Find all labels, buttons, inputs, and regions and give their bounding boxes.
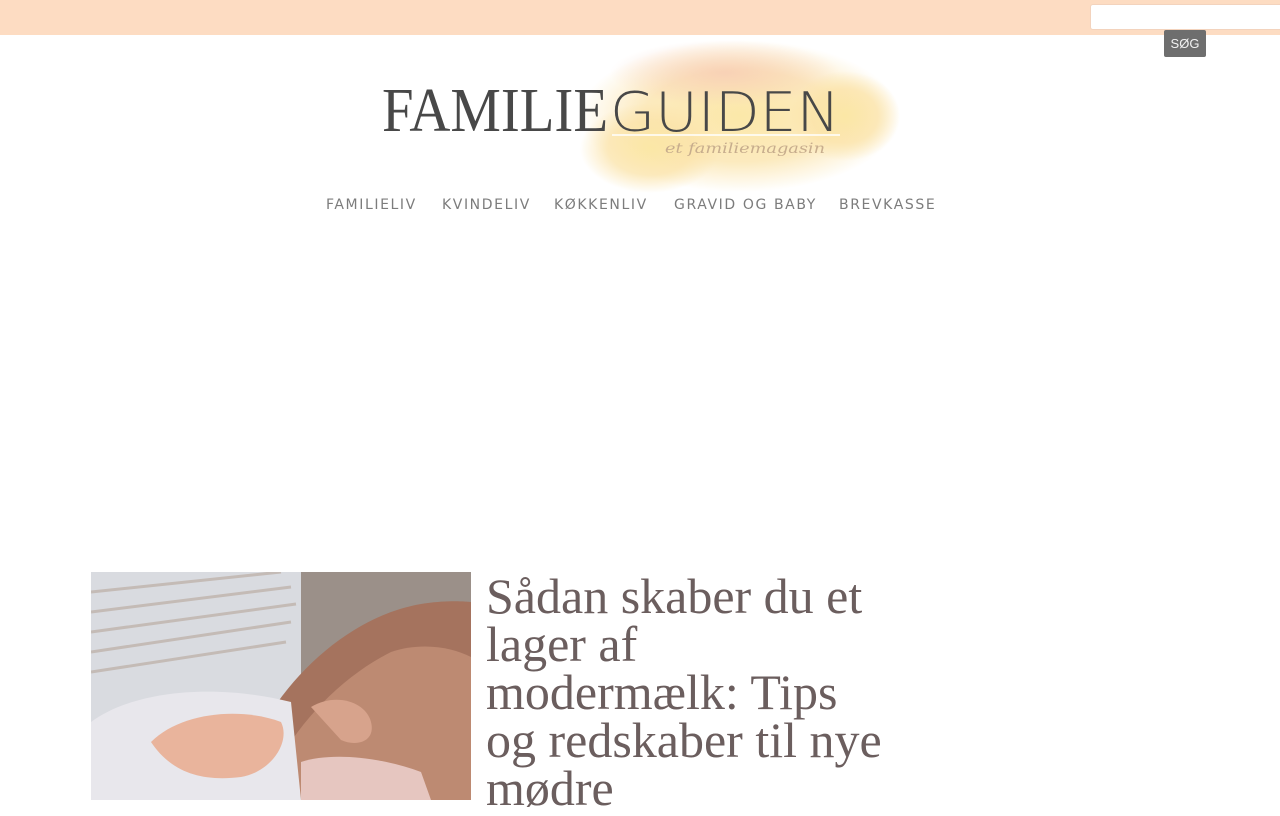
- nav-item-familieliv[interactable]: FAMILIELIV: [326, 197, 417, 213]
- search-input[interactable]: [1090, 4, 1280, 30]
- logo-text-guiden: GUIDEN: [610, 81, 840, 144]
- article-title[interactable]: Sådan skaber du et lager af modermælk: Tips og redskaber til nye mødre: [486, 568, 882, 816]
- top-bar: [0, 0, 1280, 35]
- logo-tagline: et familiemagasin: [665, 141, 825, 157]
- nav-item-gravid-og-baby[interactable]: GRAVID OG BABY: [674, 197, 817, 213]
- logo-text-familie: FAMILIE: [382, 77, 608, 145]
- main-nav: [0, 195, 1280, 217]
- nav-item-kvindeliv[interactable]: KVINDELIV: [442, 197, 531, 213]
- nav-item-brevkasse[interactable]: BREVKASSE: [839, 197, 937, 213]
- site-logo[interactable]: [380, 38, 900, 208]
- article-image[interactable]: [91, 572, 471, 800]
- search-button[interactable]: SØG: [1164, 30, 1206, 57]
- nav-item-koekkenliv[interactable]: KØKKENLIV: [554, 197, 648, 213]
